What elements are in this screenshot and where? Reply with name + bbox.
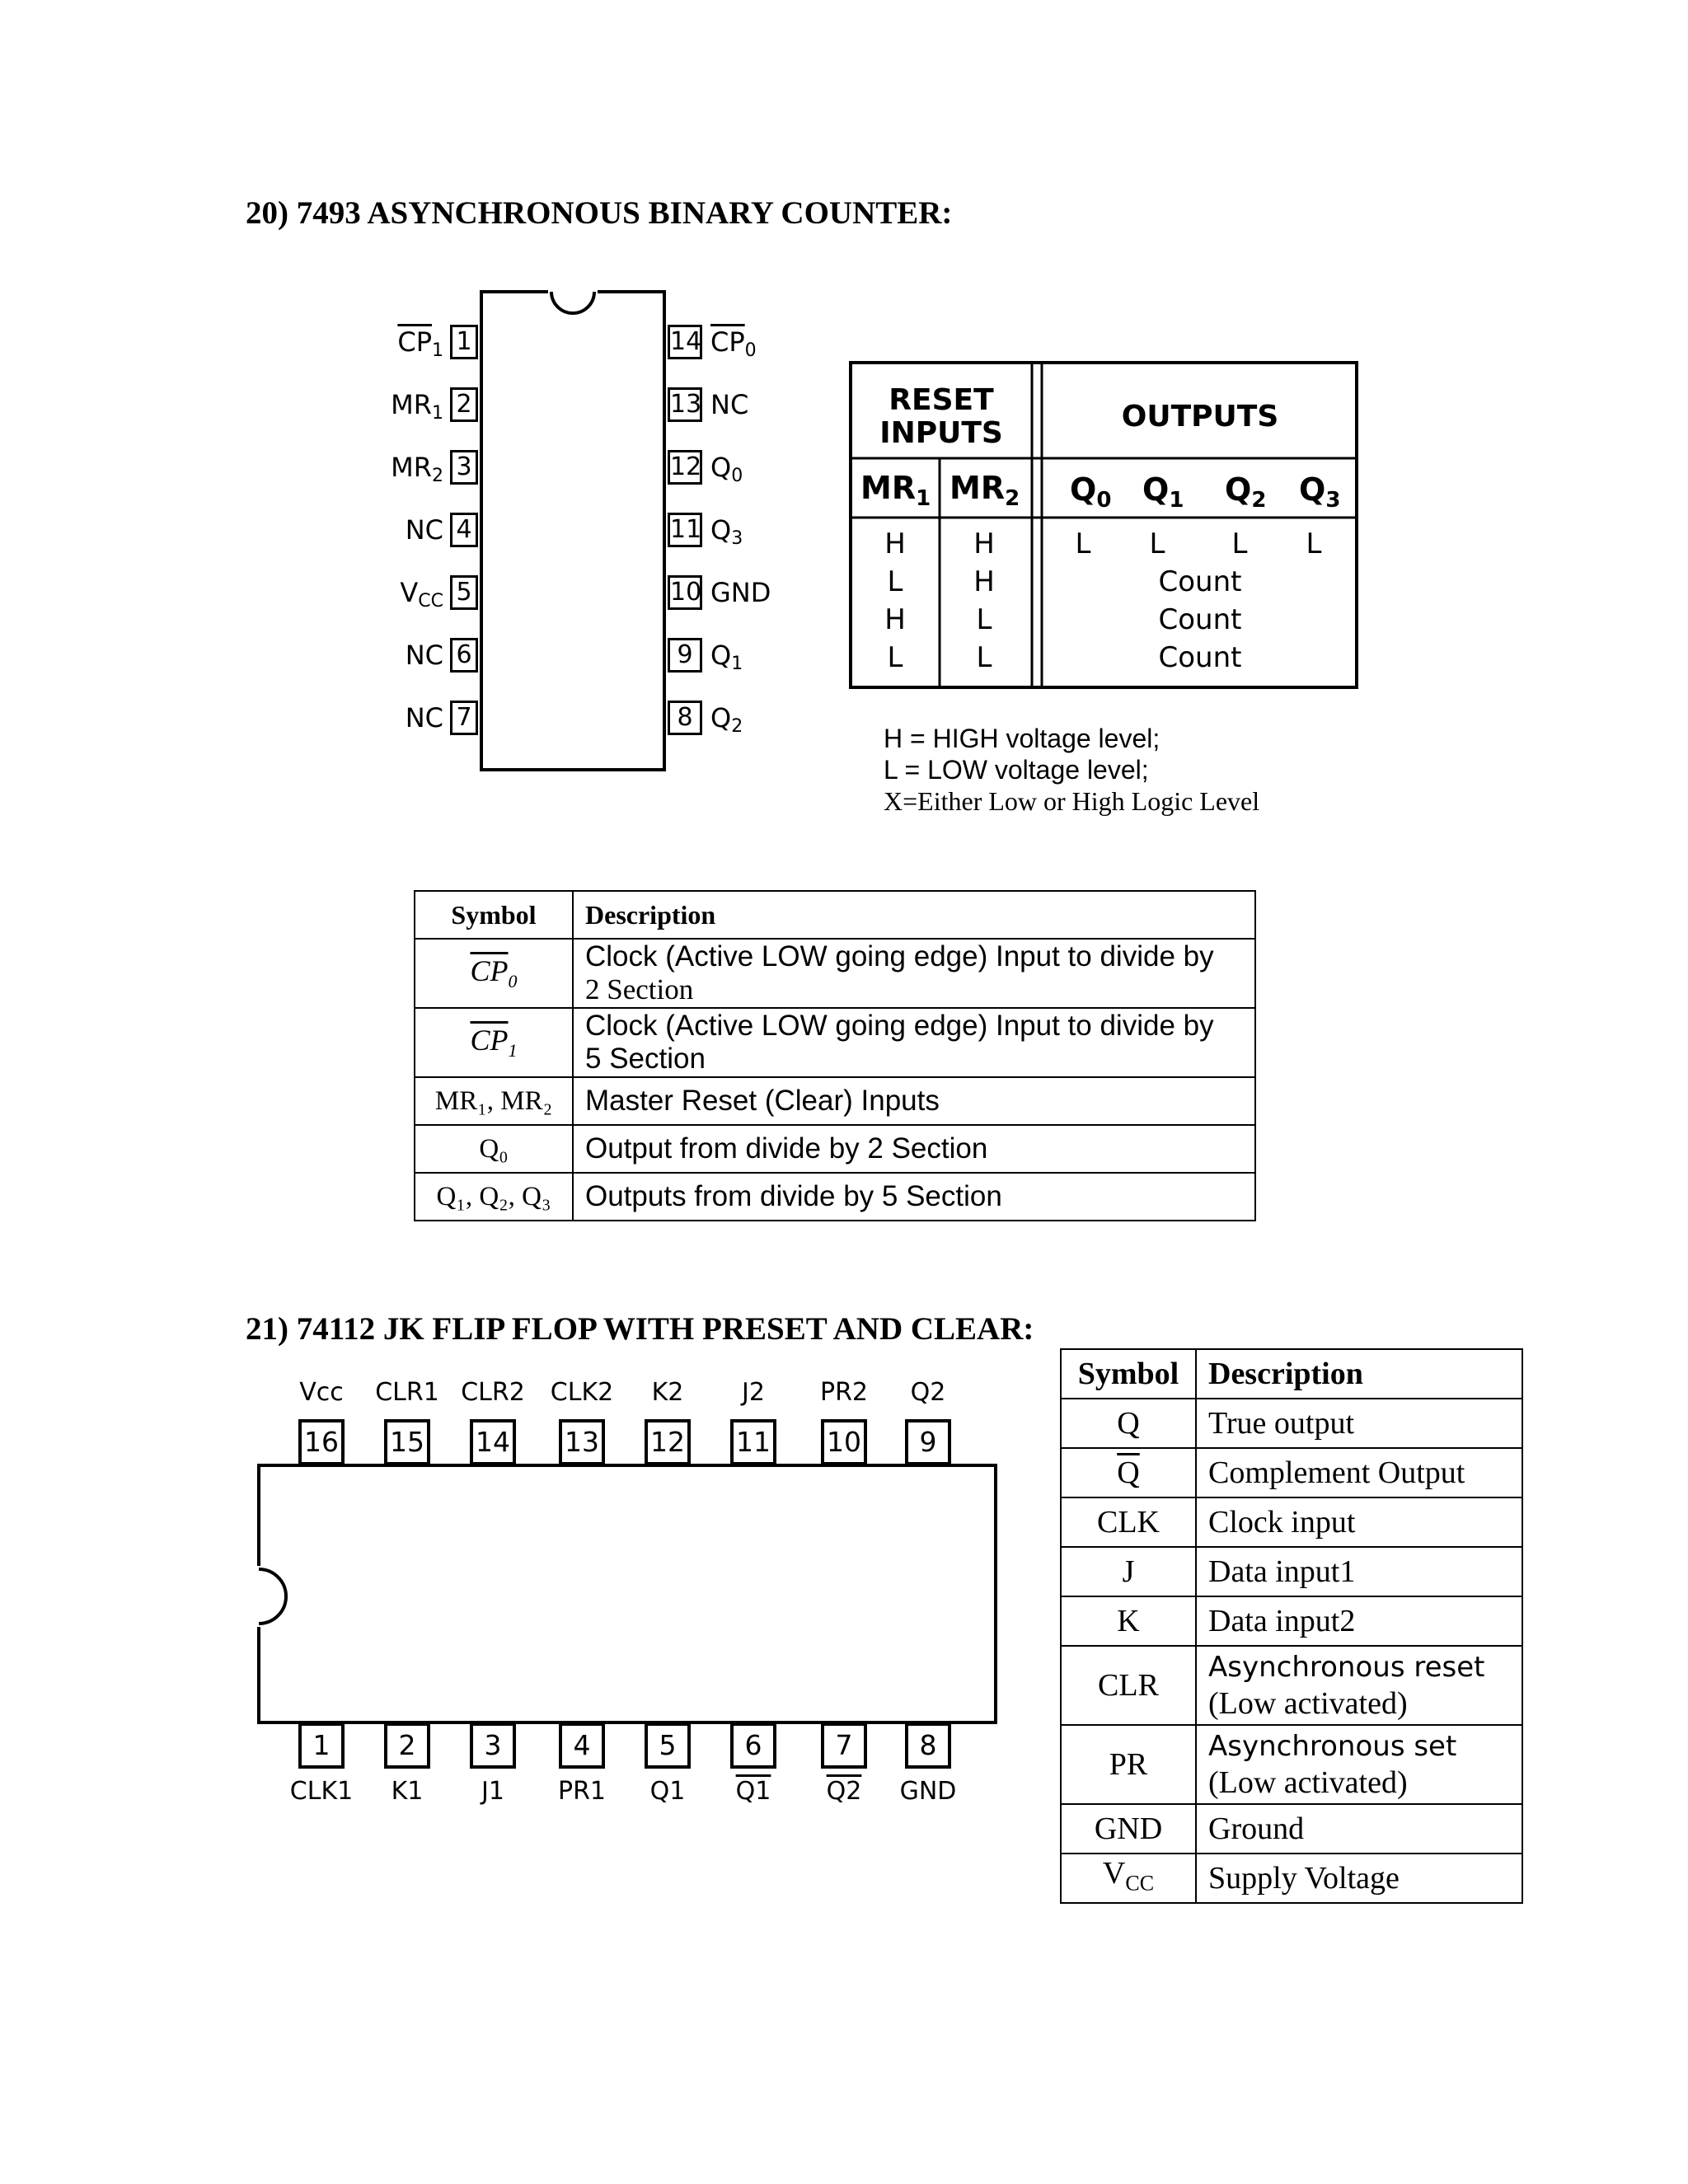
description-cell: Clock input	[1196, 1497, 1522, 1547]
ic-7493-pin-10: 10	[668, 575, 702, 610]
ic-74112-pin-6: 6	[730, 1722, 776, 1769]
ic-7493-pin-label: $Q_3$	[710, 514, 743, 549]
symbol-cell: CLK	[1061, 1497, 1196, 1547]
ic-74112-pin-3: 3	[470, 1722, 516, 1769]
output-value: L	[1306, 527, 1322, 560]
ic-74112-pin-16: 16	[298, 1419, 345, 1465]
symbol-cell: Q₀	[415, 1125, 573, 1173]
ic-notch-icon	[548, 288, 598, 316]
ic-74112-pin-4: 4	[559, 1722, 605, 1769]
legend-low: L = LOW voltage level;	[884, 755, 1149, 785]
ic-7493-pin-2: 2	[450, 387, 478, 422]
reset-inputs-heading-line1: RESET	[889, 383, 994, 417]
mr1-value: L	[887, 641, 903, 674]
description-cell: Asynchronous set (Low activated)	[1196, 1725, 1522, 1804]
ic-74112-pin-label: PR2	[819, 1378, 869, 1407]
output-value: L	[1149, 527, 1165, 560]
symbol-table-7493	[414, 890, 1256, 1221]
ic-7493-body	[480, 290, 666, 771]
description-cell: Clock (Active LOW going edge) Input to divide by 2 Section	[573, 939, 1255, 1008]
ic-7493-pin-label: $\overline{CP}_0$	[710, 326, 757, 361]
ic-74112-pin-label: Q2	[826, 1777, 862, 1806]
description-cell: Output from divide by 2 Section	[573, 1125, 1255, 1173]
symbol-cell: Q₁, Q₂, Q₃	[415, 1173, 573, 1221]
ic-7493-pin-7: 7	[450, 701, 478, 735]
ic-7493-pin-label: NC	[405, 640, 443, 671]
count-label: Count	[1158, 641, 1242, 674]
col-q3: $Q_3$	[1299, 471, 1341, 513]
description-cell: Asynchronous reset (Low activated)	[1196, 1646, 1522, 1725]
ic-74112-body	[257, 1464, 997, 1724]
mr1-value: L	[887, 565, 903, 598]
ic-74112-pin-2: 2	[384, 1722, 430, 1769]
ic-74112-pin-label: PR1	[557, 1777, 607, 1806]
ic-7493-pin-3: 3	[450, 450, 478, 485]
description-cell: Data input1	[1196, 1547, 1522, 1596]
description-cell: Ground	[1196, 1804, 1522, 1854]
ic-7493-pin-6: 6	[450, 638, 478, 673]
ic-74112-pin-10: 10	[821, 1419, 867, 1465]
reset-inputs-heading-line2: INPUTS	[879, 416, 1003, 450]
desc-header: Description	[1196, 1349, 1522, 1399]
ic-74112-pin-label: CLK2	[550, 1378, 614, 1407]
ic-74112-pin-8: 8	[905, 1722, 951, 1769]
ic-74112-pin-13: 13	[559, 1419, 605, 1465]
ic-74112-pin-9: 9	[905, 1419, 951, 1465]
output-value: L	[1231, 527, 1248, 560]
ic-7493-pin-9: 9	[668, 638, 702, 673]
ic-74112-pin-7: 7	[821, 1722, 867, 1769]
symbol-cell: $\overline{Q}$	[1061, 1448, 1196, 1497]
col-q1: $Q_1$	[1142, 471, 1184, 513]
col-mr1: $MR_1$	[860, 470, 931, 511]
ic-74112-pin-5: 5	[645, 1722, 691, 1769]
description-cell: Complement Output	[1196, 1448, 1522, 1497]
ic-74112-pin-label: K1	[391, 1777, 424, 1806]
ic-74112-pin-label: K2	[651, 1378, 684, 1407]
ic-7493-pin-label: NC	[405, 702, 443, 733]
ic-74112-pin-label: J2	[742, 1378, 765, 1407]
section-20-heading: 20) 7493 ASYNCHRONOUS BINARY COUNTER:	[246, 195, 953, 231]
symbol-cell: CLR	[1061, 1646, 1196, 1725]
symbol-cell: $V_{CC}$	[1061, 1854, 1196, 1903]
mr2-value: H	[973, 565, 995, 598]
desc-header: Description	[573, 891, 1255, 939]
mr1-value: H	[884, 603, 906, 636]
ic-74112-pin-15: 15	[384, 1419, 430, 1465]
description-cell: Clock (Active LOW going edge) Input to divide by 5 Section	[573, 1008, 1255, 1077]
ic-notch-icon	[256, 1566, 290, 1627]
ic-74112-pin-1: 1	[298, 1722, 345, 1769]
ic-7493-pin-label: $Q_2$	[710, 702, 743, 737]
symbol-cell: $\overline{CP}_0$	[415, 939, 573, 1008]
count-label: Count	[1158, 565, 1242, 598]
ic-7493-pin-1: 1	[450, 325, 478, 359]
ic-74112-pin-label: CLR2	[461, 1378, 525, 1407]
description-cell: True output	[1196, 1399, 1522, 1448]
ic-74112-pin-11: 11	[730, 1419, 776, 1465]
section-21-heading: 21) 74112 JK FLIP FLOP WITH PRESET AND CLEAR:	[246, 1311, 1034, 1347]
ic-7493-pin-label: $V_{CC}$	[400, 577, 443, 612]
output-value: L	[1075, 527, 1091, 560]
col-mr2: $MR_2$	[950, 470, 1020, 511]
ic-7493-pin-4: 4	[450, 513, 478, 547]
ic-74112-pin-label: CLR1	[375, 1378, 439, 1407]
ic-7493-pin-11: 11	[668, 513, 702, 547]
outputs-heading: OUTPUTS	[1121, 400, 1279, 434]
legend-either: X=Either Low or High Logic Level	[884, 786, 1260, 816]
mr2-value: H	[973, 527, 995, 560]
ic-74112-pin-14: 14	[470, 1419, 516, 1465]
ic-74112-pin-label: J1	[481, 1777, 504, 1806]
description-cell: Data input2	[1196, 1596, 1522, 1646]
ic-7493-pin-label: $Q_0$	[710, 452, 743, 486]
ic-7493-pin-8: 8	[668, 701, 702, 735]
ic-7493-pin-label: $MR_1$	[391, 389, 443, 424]
symbol-cell: K	[1061, 1596, 1196, 1646]
symbol-cell: PR	[1061, 1725, 1196, 1804]
ic-7493-pin-5: 5	[450, 575, 478, 610]
ic-7493-pin-label: GND	[710, 577, 771, 608]
symbol-cell: $\overline{CP}_1$	[415, 1008, 573, 1077]
ic-74112-pin-label: Q1	[649, 1777, 686, 1806]
ic-7493-pin-label: $MR_2$	[391, 452, 443, 486]
count-label: Count	[1158, 603, 1242, 636]
ic-7493-pin-label: NC	[710, 389, 749, 420]
description-cell: Supply Voltage	[1196, 1854, 1522, 1903]
ic-7493-pin-label: $Q_1$	[710, 640, 743, 674]
col-q2: $Q_2$	[1225, 471, 1267, 513]
ic-7493-pin-14: 14	[668, 325, 702, 359]
ic-7493-pin-label: NC	[405, 514, 443, 546]
ic-7493-pin-13: 13	[668, 387, 702, 422]
ic-74112-pin-12: 12	[645, 1419, 691, 1465]
description-cell: Master Reset (Clear) Inputs	[573, 1077, 1255, 1125]
mr2-value: L	[976, 641, 992, 674]
symbol-cell: J	[1061, 1547, 1196, 1596]
ic-74112-pin-label: Vcc	[299, 1378, 344, 1407]
description-cell: Outputs from divide by 5 Section	[573, 1173, 1255, 1221]
col-q0: $Q_0$	[1070, 471, 1112, 513]
ic-7493-pin-12: 12	[668, 450, 702, 485]
mr2-value: L	[976, 603, 992, 636]
symbol-cell: GND	[1061, 1804, 1196, 1854]
legend-high: H = HIGH voltage level;	[884, 724, 1160, 753]
symbol-table-74112	[1060, 1348, 1523, 1904]
sym-header: Symbol	[415, 891, 573, 939]
mr1-value: H	[884, 527, 906, 560]
sym-header: Symbol	[1061, 1349, 1196, 1399]
ic-74112-pin-label: GND	[899, 1777, 957, 1806]
ic-74112-pin-label: Q2	[910, 1378, 946, 1407]
ic-74112-pin-label: CLK1	[289, 1777, 354, 1806]
symbol-cell: Q	[1061, 1399, 1196, 1448]
symbol-cell: MR₁, MR₂	[415, 1077, 573, 1125]
ic-7493-pin-label: $\overline{CP}_1$	[397, 326, 443, 361]
ic-74112-pin-label: Q1	[735, 1777, 771, 1806]
